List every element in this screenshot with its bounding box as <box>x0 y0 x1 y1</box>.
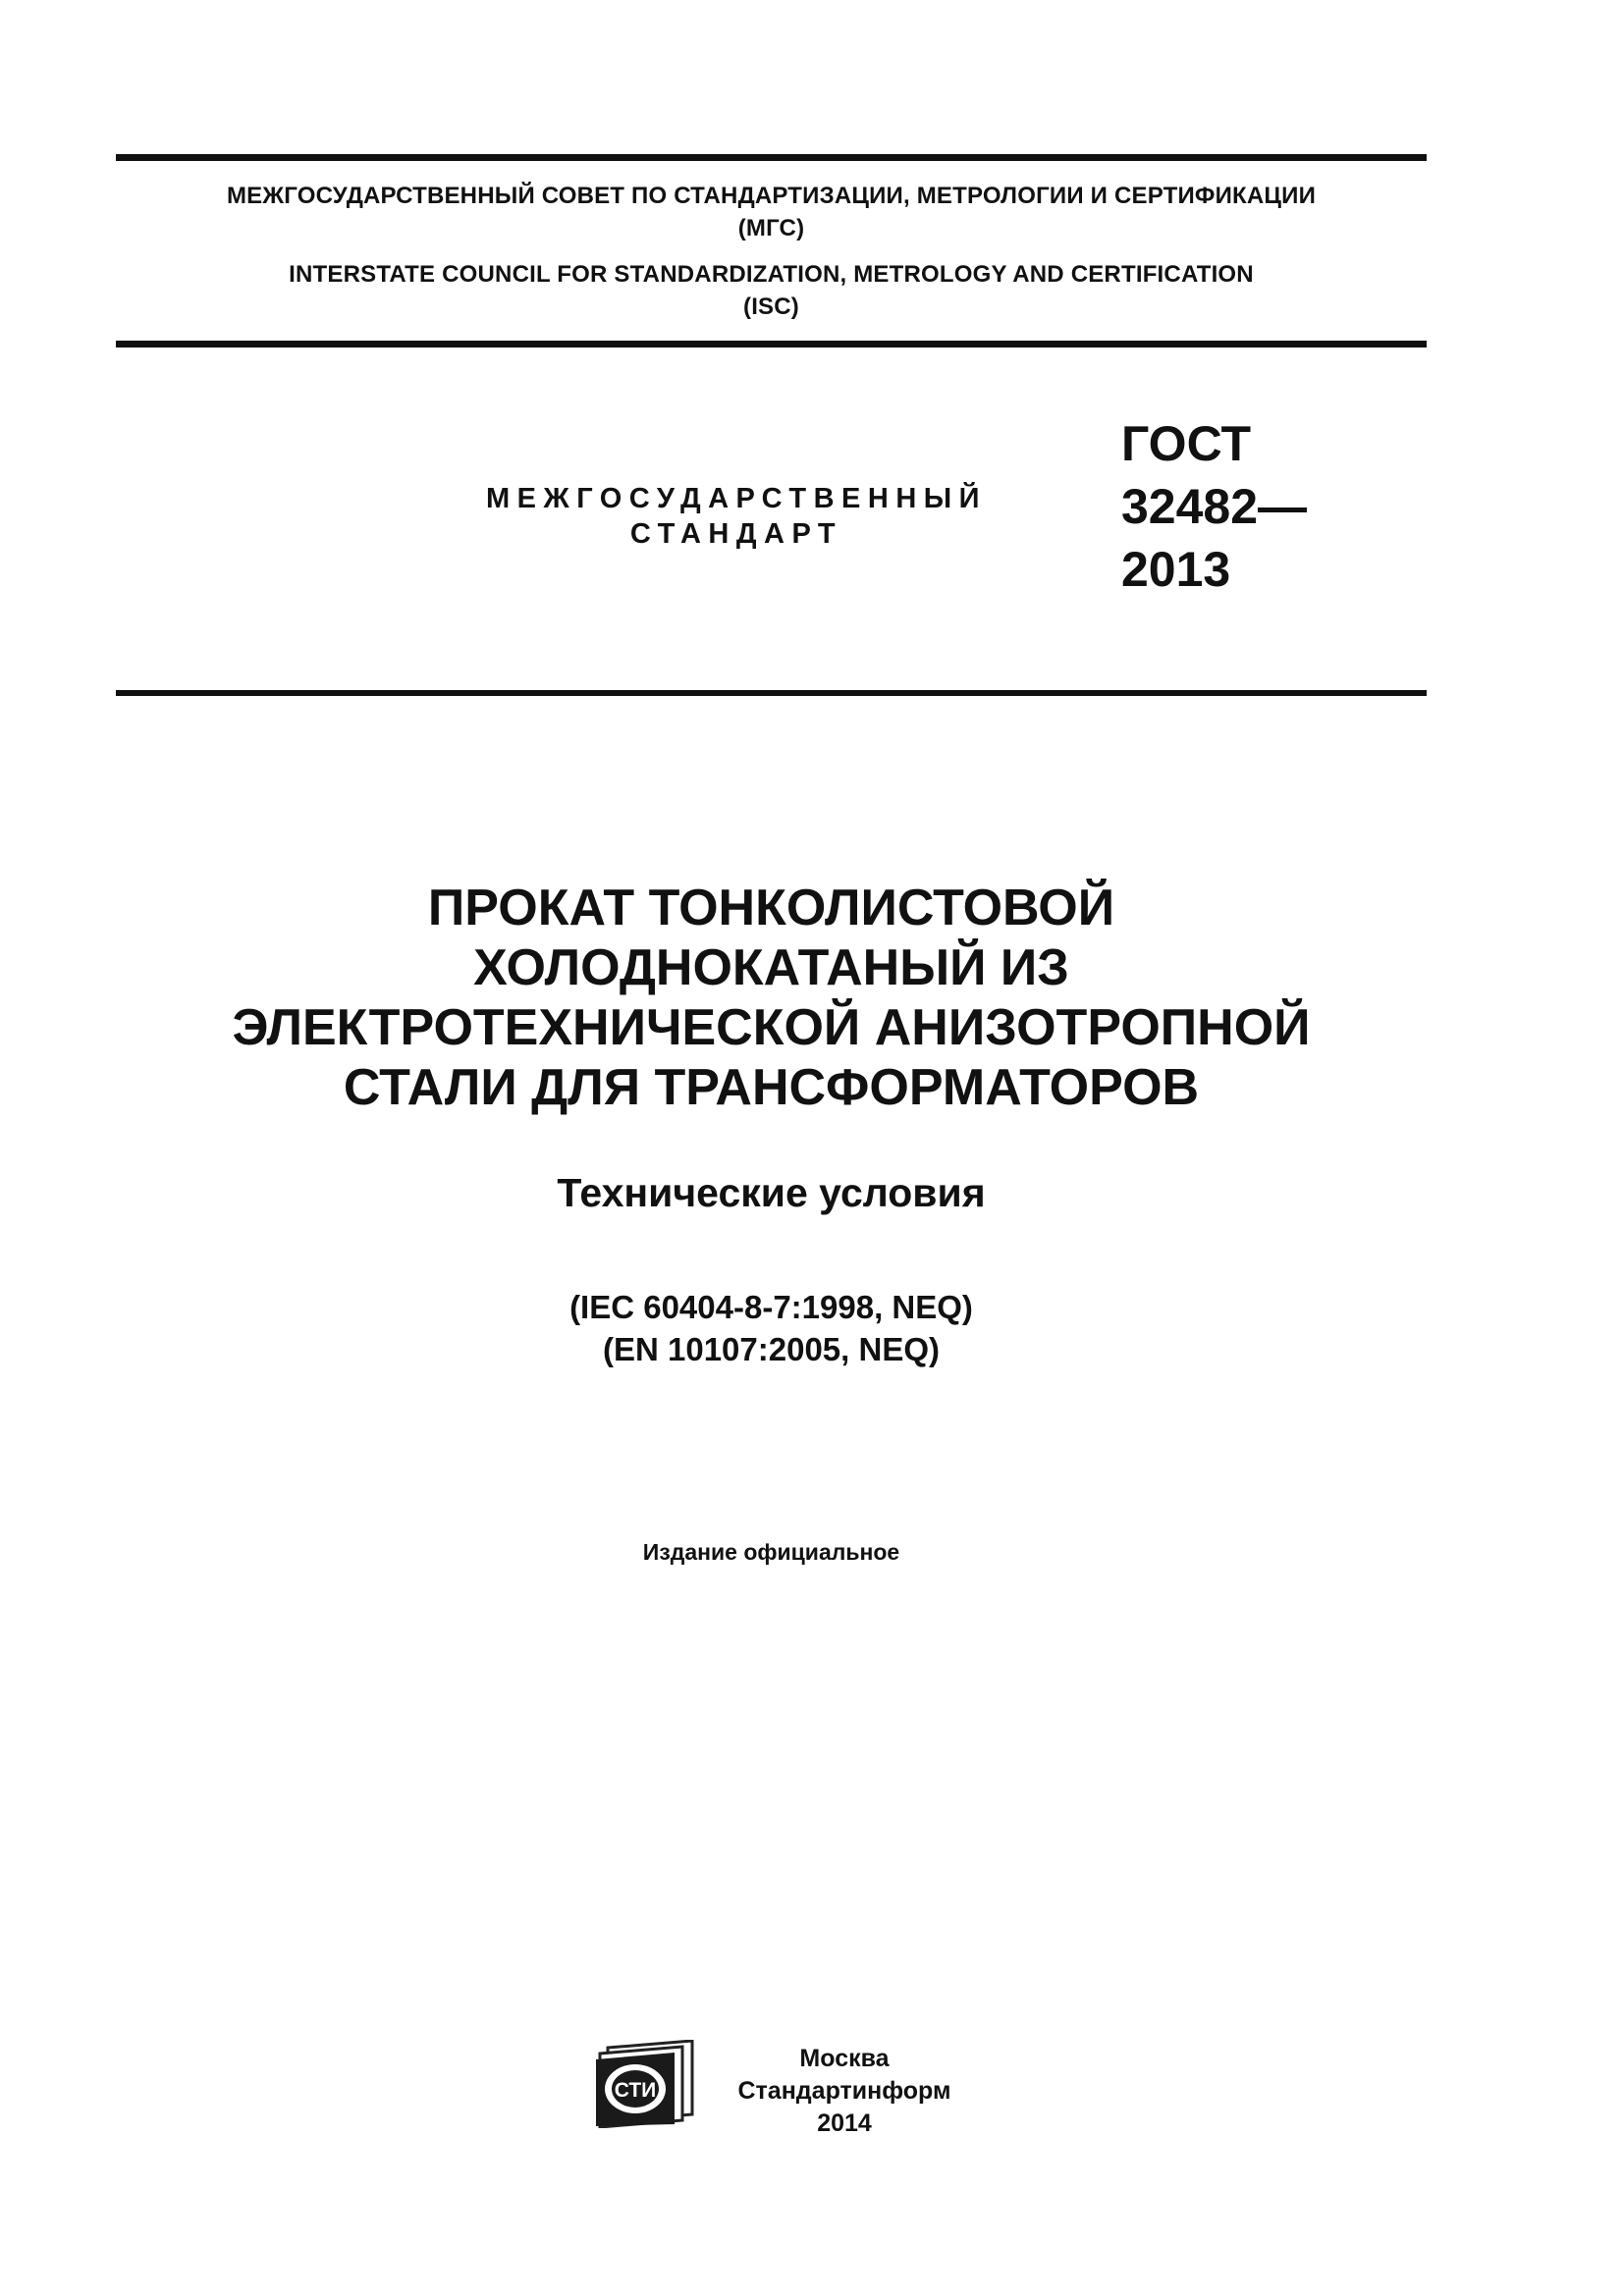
document-subtitle: Технические условия <box>557 1170 986 1215</box>
reference-iec: (IEC 60404-8-7:1998, NEQ) <box>569 1289 973 1325</box>
council-name-ru <box>116 180 1427 244</box>
title-line: ЭЛЕКТРОТЕХНИЧЕСКОЙ АНИЗОТРОПНОЙ <box>232 999 1311 1056</box>
reference-en: (EN 10107:2005, NEQ) <box>602 1331 940 1367</box>
standard-type-line-1: МЕЖГОСУДАРСТВЕННЫЙ <box>485 483 988 514</box>
standard-number <box>1121 412 1307 601</box>
council-name-en <box>116 258 1427 323</box>
council-name-en-line: INTERSTATE COUNCIL FOR STANDARDIZATION, METROLOGY AND CERTIFICATION <box>289 261 1254 288</box>
standard-number-year: 2013 <box>1121 542 1231 597</box>
standartinform-logo-icon <box>594 2040 697 2128</box>
edition-note: Издание официальное <box>642 1539 900 1565</box>
council-name-ru-line: МЕЖГОСУДАРСТВЕННЫЙ СОВЕТ ПО СТАНДАРТИЗАЦИИ, МЕТРОЛОГИИ И СЕРТИФИКАЦИИ <box>226 183 1317 209</box>
publisher-city: Москва <box>799 2045 890 2072</box>
standard-bottom-rule <box>116 690 1427 696</box>
title-line: ХОЛОДНОКАТАНЫЙ ИЗ <box>473 939 1069 996</box>
international-references <box>116 1286 1427 1370</box>
title-line: СТАЛИ ДЛЯ ТРАНСФОРМАТОРОВ <box>343 1059 1200 1116</box>
logo-text: СТИ <box>614 2079 657 2102</box>
header-bottom-rule <box>116 341 1427 347</box>
standard-number-code: 32482— <box>1121 479 1308 534</box>
publisher-name: Стандартинформ <box>737 2077 951 2105</box>
council-abbr-ru: (МГС) <box>737 215 805 241</box>
council-abbr-en: (ISC) <box>743 294 799 320</box>
standard-number-prefix: ГОСТ <box>1121 416 1251 471</box>
standard-type-label <box>432 481 1041 552</box>
document-title <box>116 879 1427 1118</box>
title-line: ПРОКАТ ТОНКОЛИСТОВОЙ <box>427 880 1115 936</box>
standard-type-line-2: СТАНДАРТ <box>629 518 843 550</box>
top-rule <box>116 154 1427 161</box>
publication-year: 2014 <box>817 2109 872 2137</box>
publisher-block <box>717 2043 972 2140</box>
